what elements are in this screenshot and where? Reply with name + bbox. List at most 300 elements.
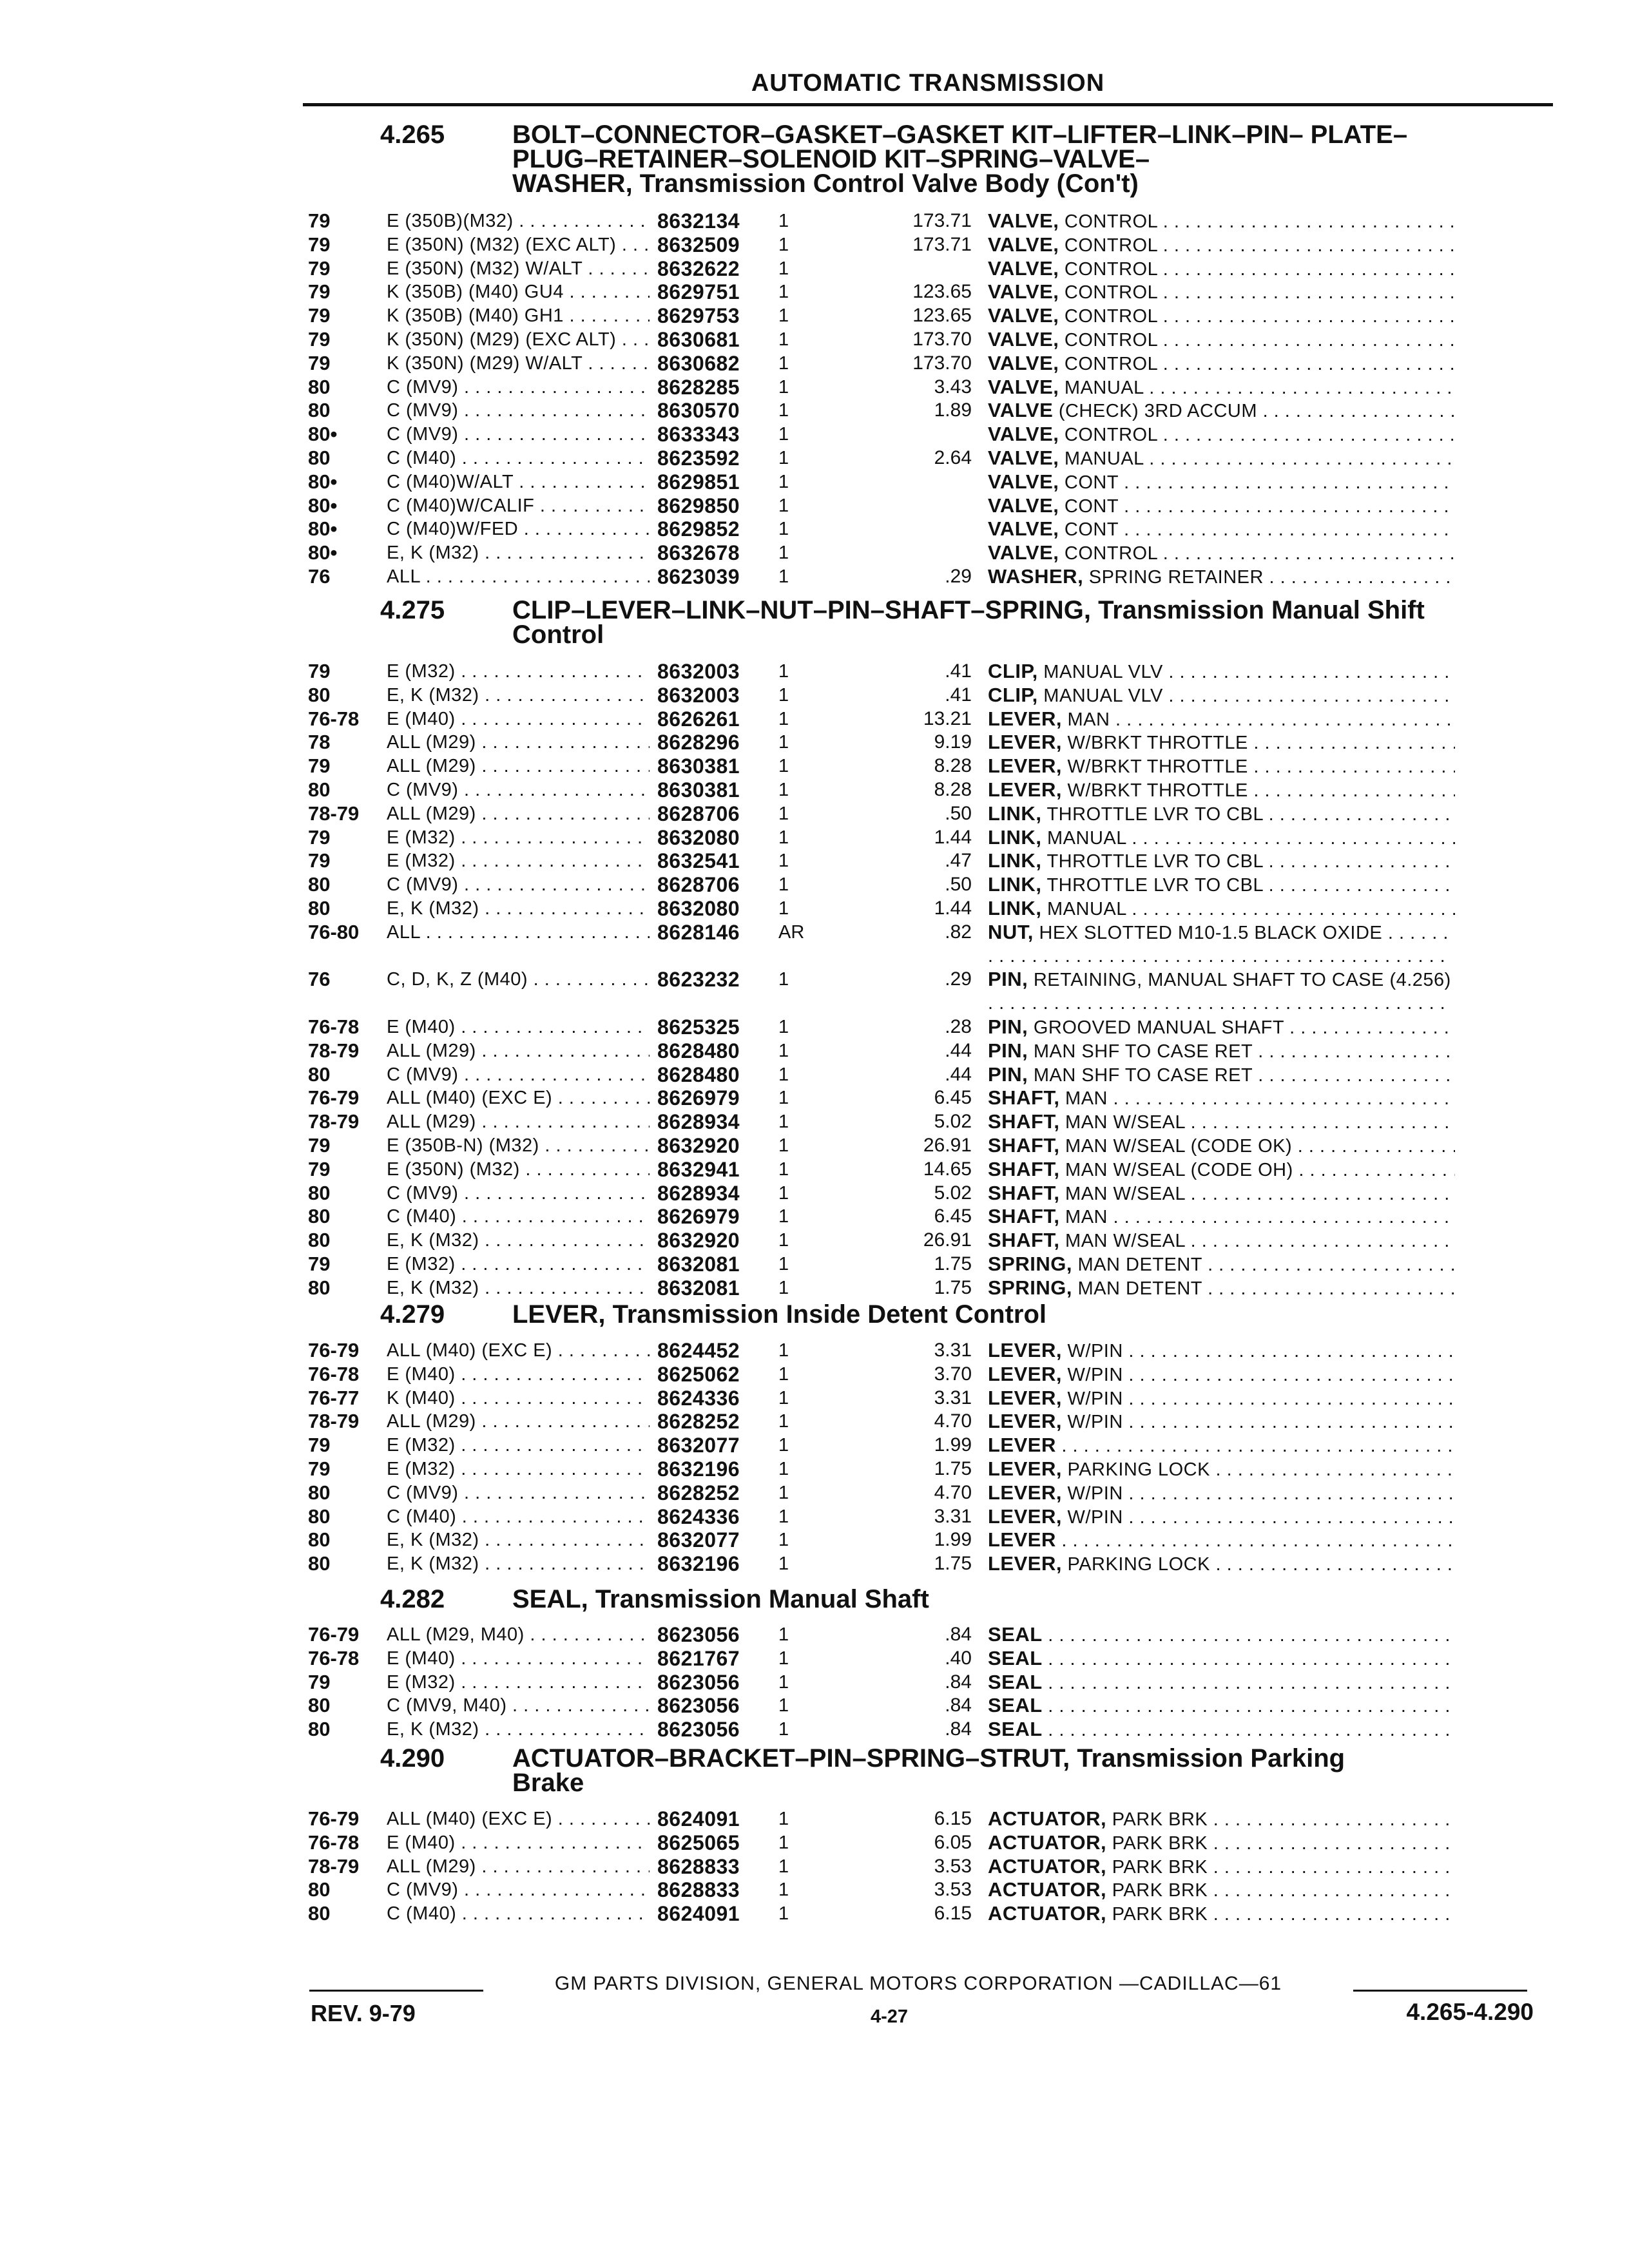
part-description (988, 660, 1455, 684)
application: E, K (M32) . . . (387, 541, 650, 564)
quantity: 1 (778, 850, 789, 872)
table-row (308, 304, 1532, 328)
model-year: 79 (308, 1434, 331, 1457)
model-year: 76-77 (308, 1386, 360, 1409)
model-year: 76-78 (308, 1646, 360, 1669)
price: 1.75 (934, 1553, 972, 1575)
application: C (M40)W/CALIF . . . (387, 494, 650, 517)
part-description (988, 565, 1455, 589)
table-row (308, 1528, 1532, 1552)
application: C (M40) . . . (387, 1505, 650, 1528)
table-row (308, 1647, 1532, 1671)
quantity: 1 (778, 1719, 789, 1740)
table-row (308, 921, 1532, 968)
table-row (308, 1855, 1532, 1879)
part-name: LEVER (988, 1528, 1056, 1552)
model-year: 80 (308, 1694, 331, 1717)
part-detail: W/PIN (1061, 1506, 1123, 1528)
part-name: PIN, (988, 1015, 1028, 1038)
table-row (308, 352, 1532, 376)
part-name: LEVER, (988, 754, 1062, 778)
model-year: 76 (308, 968, 331, 991)
part-description (988, 280, 1455, 304)
part-detail: THROTTLE LVR TO CBL (1041, 875, 1264, 896)
application: E, K (M32) . . . (387, 1276, 650, 1300)
part-name: ACTUATOR, (988, 1807, 1107, 1830)
section-title-line: ACTUATOR–BRACKET–PIN–SPRING–STRUT, Transmission Parking (512, 1744, 1345, 1773)
table-row (308, 209, 1532, 233)
price: 3.43 (934, 376, 972, 398)
part-name: VALVE (988, 399, 1054, 422)
application: C (MV9) . . . (387, 778, 650, 802)
part-description (988, 1086, 1455, 1110)
part-name: SHAFT, (988, 1205, 1060, 1228)
section-number: 4.279 (380, 1300, 445, 1329)
part-number: 8623056 (657, 1623, 740, 1646)
part-name: VALVE, (988, 351, 1059, 374)
part-description (988, 1718, 1455, 1742)
part-name: VALVE, (988, 423, 1059, 446)
part-number: 8632920 (657, 1134, 740, 1157)
price: .28 (945, 1016, 972, 1037)
section-title-line: LEVER, Transmission Inside Detent Control (512, 1300, 1047, 1329)
part-number: 8629850 (657, 494, 740, 517)
model-year: 80 (308, 873, 331, 896)
part-detail: MAN W/SEAL (CODE OH) (1059, 1159, 1293, 1180)
part-name: VALVE, (988, 304, 1059, 327)
part-detail: CONTROL (1059, 282, 1158, 303)
part-detail: W/PIN (1061, 1364, 1123, 1385)
model-year: 76-79 (308, 1807, 360, 1830)
part-name: LEVER, (988, 1457, 1062, 1480)
part-description (988, 376, 1455, 399)
part-name: PIN, (988, 1062, 1028, 1086)
table-row (308, 447, 1532, 470)
footer-page-number: 4-27 (870, 2006, 909, 2027)
part-name: PIN, (988, 968, 1028, 991)
part-number: 8624091 (657, 1902, 740, 1926)
part-description (988, 1039, 1455, 1063)
price: 1.99 (934, 1434, 972, 1456)
model-year: 80 (308, 1229, 331, 1252)
price: 13.21 (923, 707, 972, 729)
part-number: 8632541 (657, 849, 740, 873)
quantity: 1 (778, 352, 789, 374)
model-year: 80• (308, 541, 338, 564)
table-row (308, 1253, 1532, 1276)
part-name: VALVE, (988, 209, 1059, 232)
application: E (M40) . . . (387, 1015, 650, 1039)
table-row (308, 1086, 1532, 1110)
part-detail: CONTROL (1059, 258, 1158, 280)
application: C (MV9) . . . (387, 1063, 650, 1086)
part-number: 8625065 (657, 1831, 740, 1854)
price: 26.91 (923, 1135, 972, 1156)
page-header-title: AUTOMATIC TRANSMISSION (751, 70, 1105, 97)
part-description (988, 1253, 1455, 1276)
part-number: 8630381 (657, 754, 740, 778)
part-name: LEVER (988, 1434, 1056, 1457)
part-name: VALVE, (988, 328, 1059, 351)
application: E (M40) . . . (387, 707, 650, 731)
part-detail: CONTROL (1059, 425, 1158, 446)
price: .29 (945, 566, 972, 587)
quantity: 1 (778, 329, 789, 350)
part-number: 8623039 (657, 565, 740, 588)
part-detail: W/BRKT THROTTLE (1061, 780, 1248, 801)
quantity: 1 (778, 234, 789, 255)
footer-rule-left (309, 1990, 483, 1992)
application: E (M32) . . . (387, 1253, 650, 1276)
quantity: 1 (778, 1230, 789, 1251)
part-name: ACTUATOR, (988, 1854, 1107, 1878)
section-title-line: PLUG–RETAINER–SOLENOID KIT–SPRING–VALVE– (512, 145, 1150, 173)
part-description (988, 1276, 1455, 1300)
model-year: 80 (308, 1181, 331, 1204)
part-detail: W/PIN (1061, 1483, 1123, 1504)
application: K (350B) (M40) GU4 . . . (387, 280, 650, 303)
part-detail: MAN W/SEAL (1059, 1231, 1186, 1252)
application: E (M32) . . . (387, 826, 650, 849)
quantity: 1 (778, 1088, 789, 1109)
price: 3.70 (934, 1363, 972, 1385)
part-name: CLIP, (988, 683, 1038, 706)
part-number: 8628706 (657, 873, 740, 897)
quantity: 1 (778, 211, 789, 231)
section-title-line: SEAL, Transmission Manual Shaft (512, 1585, 929, 1613)
part-number: 8632920 (657, 1229, 740, 1253)
part-description (988, 1110, 1455, 1134)
part-number: 8632003 (657, 683, 740, 707)
table-row (308, 1339, 1532, 1363)
part-number: 8624452 (657, 1339, 740, 1362)
part-number: 8621767 (657, 1646, 740, 1670)
part-number: 8632080 (657, 825, 740, 849)
quantity: 1 (778, 1340, 789, 1361)
application: ALL (M29, M40) . . . (387, 1623, 650, 1646)
model-year: 76-79 (308, 1339, 360, 1361)
table-row (308, 1363, 1532, 1387)
part-description (988, 1182, 1455, 1206)
table-row (308, 754, 1532, 778)
price: .84 (945, 1695, 972, 1716)
footer-rule-right (1353, 1990, 1527, 1992)
part-detail: MANUAL VLV (1037, 662, 1163, 682)
part-name: LEVER, (988, 1504, 1062, 1528)
quantity: 1 (778, 1459, 789, 1479)
price: 123.65 (912, 281, 972, 303)
quantity: 1 (778, 803, 789, 824)
application: E (M32) . . . (387, 660, 650, 683)
part-number: 8628252 (657, 1481, 740, 1504)
application: ALL (M40) (EXC E) . . . (387, 1086, 650, 1110)
table-row (308, 1434, 1532, 1457)
part-description (988, 1015, 1455, 1039)
price: 1.44 (934, 826, 972, 848)
part-number: 8623592 (657, 447, 740, 470)
part-name: LEVER, (988, 1339, 1062, 1361)
part-detail: W/BRKT THROTTLE (1061, 733, 1248, 754)
part-name: SPRING, (988, 1276, 1072, 1299)
part-number: 8625062 (657, 1362, 740, 1386)
model-year: 79 (308, 825, 331, 849)
table-row (308, 1481, 1532, 1505)
part-number: 8632678 (657, 541, 740, 565)
application: C (M40)W/ALT . . . (387, 470, 650, 494)
part-description (988, 1481, 1455, 1505)
part-name: ACTUATOR, (988, 1831, 1107, 1854)
table-row (308, 1158, 1532, 1182)
part-description (988, 1855, 1455, 1879)
part-name: SHAFT, (988, 1110, 1060, 1133)
table-row (308, 684, 1532, 707)
table-row (308, 1182, 1532, 1206)
part-description (988, 352, 1455, 376)
model-year: 76-78 (308, 1362, 360, 1385)
part-number: 8623056 (657, 1718, 740, 1742)
application: E (M40) . . . (387, 1363, 650, 1386)
part-description (988, 494, 1455, 518)
part-number: 8628934 (657, 1181, 740, 1205)
part-name: SHAFT, (988, 1181, 1060, 1204)
part-number: 8628833 (657, 1854, 740, 1878)
table-row (308, 494, 1532, 518)
part-description (988, 731, 1455, 754)
part-description (988, 1434, 1455, 1457)
part-description (988, 1878, 1455, 1902)
section-title-line: WASHER, Transmission Control Valve Body (Con't) (512, 169, 1139, 198)
quantity: 1 (778, 376, 789, 398)
application: C (MV9) . . . (387, 1878, 650, 1901)
model-year: 79 (308, 754, 331, 778)
section-header (380, 122, 1540, 196)
model-year: 79 (308, 1457, 331, 1480)
part-detail: MAN (1059, 1207, 1108, 1228)
quantity: 1 (778, 1482, 789, 1503)
quantity: 1 (778, 471, 789, 492)
model-year: 79 (308, 280, 331, 303)
model-year: 80 (308, 399, 331, 422)
part-description (988, 849, 1455, 873)
part-detail: MANUAL VLV (1037, 685, 1163, 706)
quantity: 1 (778, 1879, 789, 1901)
section-title (512, 122, 1518, 196)
quantity: 1 (778, 1903, 789, 1925)
table-row (308, 399, 1532, 423)
model-year: 80• (308, 423, 338, 446)
model-year: 80• (308, 494, 338, 517)
model-year: 78-79 (308, 1110, 360, 1133)
part-detail: PARK BRK (1106, 1832, 1208, 1854)
table-row (308, 1039, 1532, 1063)
quantity: 1 (778, 258, 789, 279)
price: .50 (945, 874, 972, 896)
table-row (308, 328, 1532, 352)
price: .41 (945, 660, 972, 682)
part-number: 8632077 (657, 1434, 740, 1457)
application: C (M40) . . . (387, 447, 650, 470)
quantity: 1 (778, 519, 789, 540)
price: .44 (945, 1039, 972, 1061)
quantity: 1 (778, 756, 789, 777)
part-detail: W/PIN (1061, 1388, 1123, 1409)
part-description (988, 399, 1455, 423)
application: E, K (M32) . . . (387, 1528, 650, 1552)
section-header (380, 598, 1540, 647)
part-description (988, 1410, 1455, 1434)
section-title-line: Control (512, 620, 604, 649)
application: E (350N) (M32) (EXC ALT) . . . (387, 233, 650, 256)
part-detail: CONTROL (1059, 306, 1158, 327)
quantity: 1 (778, 780, 789, 800)
application: ALL . . . (387, 921, 650, 944)
part-name: LINK, (988, 825, 1042, 849)
application: E (M40) . . . (387, 1831, 650, 1854)
application: E, K (M32) . . . (387, 684, 650, 707)
part-name: VALVE, (988, 280, 1059, 303)
application: E, K (M32) . . . (387, 1552, 650, 1575)
price: 8.28 (934, 779, 972, 800)
quantity: 1 (778, 448, 789, 468)
part-detail: PARKING LOCK (1061, 1554, 1210, 1575)
price: .50 (945, 802, 972, 824)
table-row (308, 1205, 1532, 1229)
part-description (988, 1902, 1455, 1926)
part-number: 8629851 (657, 470, 740, 494)
table-row (308, 778, 1532, 802)
application: E (M32) . . . (387, 1671, 650, 1694)
application: ALL (M29) . . . (387, 1039, 650, 1062)
application: K (M40) . . . (387, 1387, 650, 1410)
price: .44 (945, 1063, 972, 1085)
table-row (308, 565, 1532, 589)
part-number: 8624336 (657, 1386, 740, 1410)
part-detail: PARK BRK (1106, 1856, 1208, 1878)
part-number: 8628480 (657, 1039, 740, 1062)
quantity: 1 (778, 1135, 789, 1156)
section-header (380, 1746, 1540, 1795)
part-detail: MANUAL (1041, 899, 1126, 919)
part-number: 8626979 (657, 1205, 740, 1229)
table-row (308, 280, 1532, 304)
application: E (M40) . . . (387, 1647, 650, 1670)
footer-section-range: 4.265-4.290 (1406, 1999, 1534, 2025)
part-name: VALVE, (988, 470, 1059, 493)
part-detail: CONTROL (1059, 330, 1158, 351)
model-year: 80 (308, 1878, 331, 1901)
part-description (988, 1807, 1455, 1831)
part-description (988, 778, 1455, 802)
part-name: SEAL (988, 1670, 1043, 1693)
table-row (308, 1831, 1532, 1855)
application: E (350B)(M32) . . . (387, 209, 650, 233)
part-name: SHAFT, (988, 1086, 1060, 1110)
application: C (MV9) . . . (387, 376, 650, 399)
part-name: WASHER, (988, 565, 1084, 588)
model-year: 80 (308, 1718, 331, 1741)
price: .29 (945, 968, 972, 990)
part-description (988, 1158, 1455, 1182)
part-number: 8632081 (657, 1253, 740, 1276)
section-title-line: CLIP–LEVER–LINK–NUT–PIN–SHAFT–SPRING, Transmission Manual Shift (512, 596, 1425, 624)
quantity: 1 (778, 1064, 789, 1085)
part-description (988, 1339, 1455, 1363)
model-year: 78-79 (308, 1410, 360, 1433)
application: C (MV9) . . . (387, 1182, 650, 1205)
table-row (308, 1457, 1532, 1481)
part-description (988, 209, 1455, 233)
part-description (988, 1387, 1455, 1410)
quantity: 1 (778, 1530, 789, 1551)
application: ALL (M40) (EXC E) . . . (387, 1339, 650, 1362)
part-number: 8630570 (657, 399, 740, 423)
table-row (308, 707, 1532, 731)
quantity: 1 (778, 305, 789, 327)
part-number: 8632003 (657, 660, 740, 683)
model-year: 80 (308, 683, 331, 706)
price: 3.31 (934, 1340, 972, 1361)
part-name: SEAL (988, 1646, 1043, 1669)
part-name: VALVE, (988, 494, 1059, 517)
price: .40 (945, 1647, 972, 1669)
part-detail: SPRING RETAINER (1083, 567, 1264, 588)
table-row (308, 826, 1532, 850)
quantity: 1 (778, 1856, 789, 1877)
table-row (308, 1134, 1532, 1158)
part-detail: MAN W/SEAL (CODE OK) (1059, 1136, 1293, 1157)
section-title-line: BOLT–CONNECTOR–GASKET–GASKET KIT–LIFTER–LINK–PIN– PLATE– (512, 120, 1408, 149)
quantity: 1 (778, 1277, 789, 1298)
price: 1.99 (934, 1529, 972, 1551)
application: ALL (M29) . . . (387, 1410, 650, 1433)
section-number: 4.275 (380, 596, 445, 624)
table-row (308, 802, 1532, 826)
quantity: 1 (778, 1363, 789, 1385)
table-row (308, 1387, 1532, 1410)
section-number: 4.290 (380, 1744, 445, 1773)
part-description (988, 1623, 1455, 1647)
part-number: 8630682 (657, 351, 740, 375)
part-name: VALVE, (988, 375, 1059, 398)
quantity: AR (778, 921, 805, 943)
part-number: 8623232 (657, 968, 740, 992)
part-detail: W/PIN (1061, 1341, 1123, 1361)
quantity: 1 (778, 424, 789, 445)
quantity: 1 (778, 1506, 789, 1527)
part-number: 8629751 (657, 280, 740, 304)
quantity: 1 (778, 495, 789, 516)
model-year: 79 (308, 1157, 331, 1180)
quantity: 1 (778, 1254, 789, 1274)
part-description (988, 304, 1455, 328)
application: ALL (M29) . . . (387, 731, 650, 754)
part-number: 8628706 (657, 802, 740, 825)
model-year: 80 (308, 1205, 331, 1228)
part-name: LEVER, (988, 1410, 1062, 1433)
part-number: 8632081 (657, 1276, 740, 1300)
part-detail: GROOVED MANUAL SHAFT (1028, 1017, 1284, 1038)
quantity: 1 (778, 708, 789, 729)
part-description (988, 423, 1455, 447)
model-year: 80• (308, 470, 338, 493)
price: 26.91 (923, 1229, 972, 1251)
model-year: 79 (308, 351, 331, 374)
table-row (308, 423, 1532, 447)
part-number: 8628833 (657, 1878, 740, 1902)
part-description (988, 684, 1455, 707)
quantity: 1 (778, 1111, 789, 1133)
application: ALL (M29) . . . (387, 802, 650, 825)
